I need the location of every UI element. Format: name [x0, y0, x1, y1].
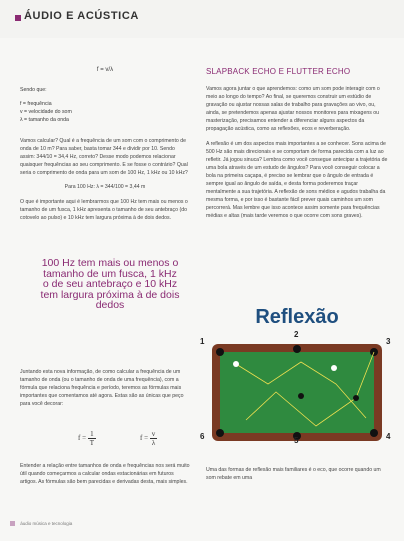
page-footer — [10, 521, 72, 526]
paragraph: Juntando esta nova informação, de como calcular a frequência de um tamanho de onda (ou o tamanho de onda de uma frequência), com a fórmula que relaciona frequência e período, teremos as fórmulas mais importantes que comentamos até agora. Estas são as únicas que peço para você decorar: — [20, 369, 184, 408]
left-text-block-2 — [20, 368, 190, 414]
corner-label-2: 2 — [294, 330, 299, 339]
footer-text: áudio música e tecnologia — [20, 521, 73, 526]
right-text-block-1 — [206, 85, 388, 227]
left-text-block-3 — [20, 462, 190, 492]
paragraph: Vamos calcular? Qual é a frequência de um som com o comprimento de onda de 10 m? Para saber, basta tomar 344 e dividir por 10. Sendo assim: 344/10 = 34,4 Hz, correto? Desse modo podemos relacionar quaisquer frequências ao seu comprimento. E se fosse o contrário? Qual seria o comprimento de onda para um som de 100 Hz, 1 kHz ou 10 kHz? — [20, 138, 188, 177]
paragraph: Uma das formas de reflexão mais familiares é o eco, que ocorre quando um som rebate em uma — [206, 467, 381, 482]
formula-velocity: f = $\frac{v}{\lambda}$ — [140, 430, 156, 447]
billiard-figure — [200, 330, 391, 445]
formula-period: f = $\frac{1}{T}$ — [78, 430, 95, 447]
right-text-block-2 — [206, 466, 388, 488]
cue-ball — [233, 361, 239, 367]
sendo-que-label: Sendo que: — [20, 87, 47, 93]
example-calculation: Para 100 Hz: λ = 344/100 = 3,44 m — [64, 184, 146, 191]
ball — [298, 393, 304, 399]
def-velocity: v = velocidade do som — [20, 109, 72, 116]
header-accent-square — [15, 15, 21, 21]
subheading: SLAPBACK ECHO E FLUTTER ECHO — [206, 67, 351, 76]
def-wavelength: λ = tamanho da onda — [20, 117, 69, 124]
corner-label-5: 5 — [294, 436, 299, 445]
billiard-table-illustration — [206, 340, 391, 445]
corner-label-4: 4 — [386, 432, 391, 441]
pocket-2 — [293, 345, 301, 353]
figure-title: Reflexão — [255, 306, 339, 328]
ball — [331, 365, 337, 371]
paragraph: A reflexão é um dos aspectos mais importantes a se conhecer. Sons acima de 500 Hz são mais direcionais e se comportam de forma parecida com a luz ao refletir. Já jogou sinuca? Lembra como você consegue antecipar a trajetória de uma bola através de um estudo de ângulos? Para você conseguir colocar a bola na primeira caçapa, é preciso se lembrar que o ângulo de entrada é sempre igual ao ângulo de saída, e desta forma poderemos traçar mentalmente a sua trajetória. A reflexão de sons médios e agudos trabalha da mesma forma, e por isso é bastante fácil prever quais caminhos um som percorrerá. Mas lembre que isso acontece assim somente para frequências médias e altas (mais tarde veremos o que ocorre com sons graves). — [206, 140, 388, 220]
paragraph: O que é importante aqui é lembrarmos que 100 Hz tem mais ou menos o tamanho de um fusca, 1 kHz apresenta o tamanho de seu antebraço (do cotovelo ao pulso) e 10 kHz tem largura próxima à de dois dedos. — [20, 198, 188, 221]
pocket-4 — [370, 429, 378, 437]
left-text-block-1 — [20, 137, 190, 228]
paragraph: Entender a relação entre tamanhos de onda e frequências nos será muito útil quando começarmos a calcular ondas estacionárias em futuros artigos. As fórmulas são bem parecidas e derivadas desta, mais simples. — [20, 463, 190, 486]
definitions — [20, 86, 190, 124]
ball — [353, 395, 359, 401]
footer-square — [10, 521, 15, 526]
section-title: ÁUDIO E ACÚSTICA — [24, 10, 139, 22]
page-header — [0, 0, 404, 38]
pocket-1 — [216, 348, 224, 356]
pocket-6 — [216, 429, 224, 437]
corner-label-1: 1 — [200, 337, 205, 346]
def-frequency: f = frequência — [20, 101, 52, 108]
corner-label-3: 3 — [386, 337, 391, 346]
pull-quote: 100 Hz tem mais ou menos o tamanho de um fusca, 1 kHz o de seu antebraço e 10 kHz tem largura próxima à de dois dedos — [40, 257, 180, 311]
corner-label-6: 6 — [200, 432, 205, 441]
paragraph: Vamos agora juntar o que aprendemos: como um som pode interagir com o meio ao longo do tempo? Ao final, se queremos construir um estúdio de gravação ou ajustar nossas salas de trabalho para gravações ao vivo, ou, ainda, se pretendemos apenas ajustar nossos monitores para mixagens ou masterização, precisamos entender a diferenciar alguns aspectos da propagação acústica, como as reflexões, ecos e reverberação. — [206, 86, 380, 133]
formula-wavelength: f = v/λ — [96, 67, 114, 73]
table-felt — [220, 352, 374, 433]
